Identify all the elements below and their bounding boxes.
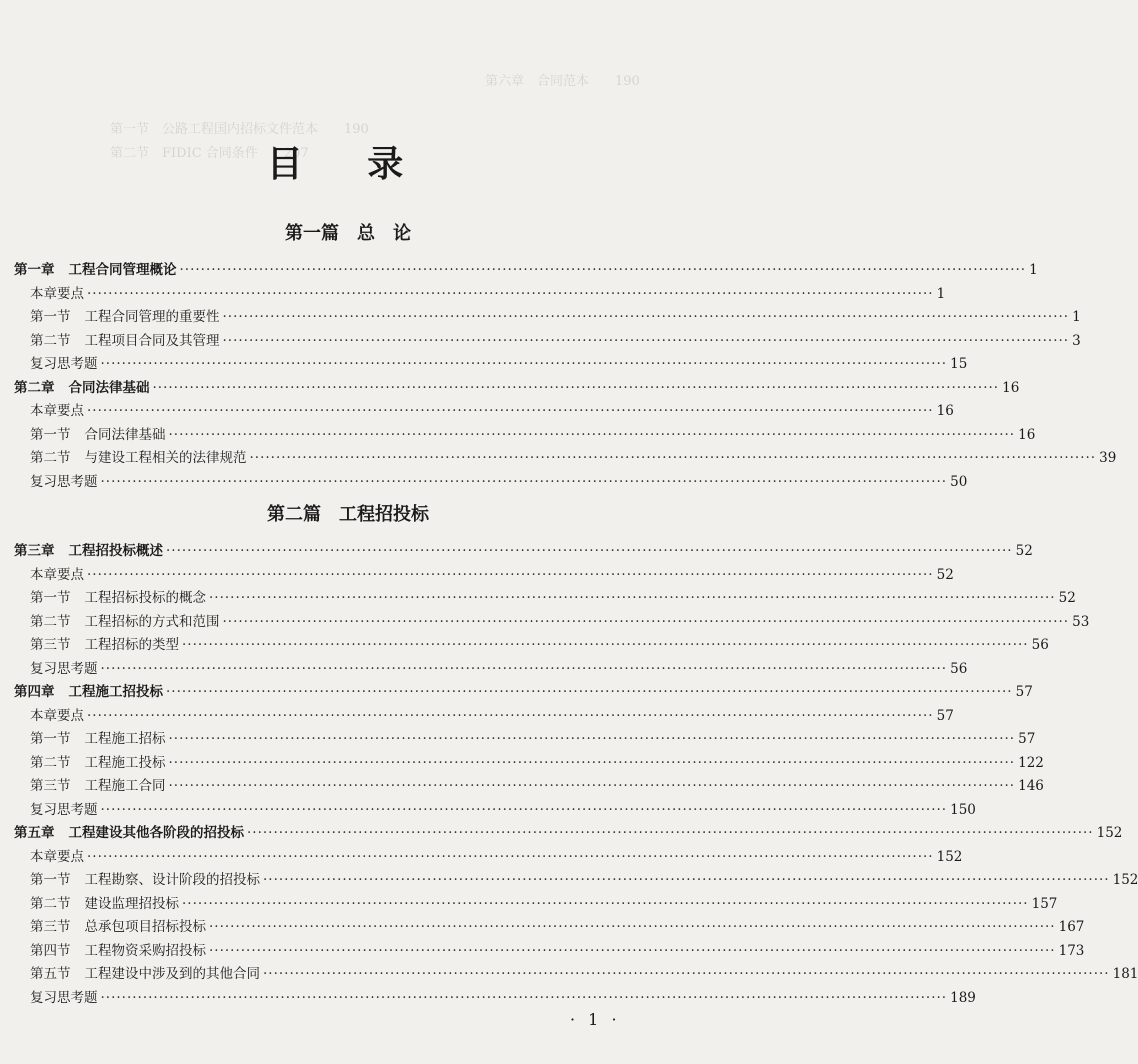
toc-section-entry: [30, 633, 1049, 655]
entry-label: [30, 399, 84, 419]
toc-section-entry: [30, 563, 954, 585]
entry-page-number: 16: [936, 403, 954, 419]
entry-title: 工程施工合同: [84, 778, 166, 794]
entry-title: 工程招标投标的概念: [84, 590, 206, 606]
entry-title: 复习思考题: [30, 801, 98, 818]
entry-label: [30, 470, 98, 490]
entry-number: 第三节: [30, 637, 71, 653]
entry-label: [30, 704, 84, 724]
entry-page-number: 16: [1018, 426, 1036, 443]
dot-leader: ································································································································································: [209, 919, 1056, 935]
entry-page-number: 146: [1018, 778, 1044, 794]
entry-number: 第二节: [30, 613, 71, 630]
entry-number: 第三节: [30, 778, 71, 794]
dot-leader: ································································································································································: [179, 262, 1027, 278]
entry-number: 第一节: [30, 731, 71, 747]
entry-title: 合同法律基础: [84, 426, 166, 443]
entry-page-number: 152: [936, 848, 963, 865]
show-through: 第二节 FIDIC 合同条件 207: [110, 146, 309, 161]
entry-label: [30, 563, 84, 583]
toc-section-entry: [30, 704, 954, 726]
entry-label: [30, 751, 166, 771]
toc-section-entry: [30, 282, 946, 304]
dot-leader: ································································································································································: [87, 566, 934, 583]
entry-title: 本章要点: [30, 285, 84, 302]
entry-label: [30, 305, 220, 325]
entry-page-number: 167: [1058, 919, 1085, 935]
entry-title: 工程勘察、设计阶段的招投标: [84, 872, 260, 888]
dot-leader: ································································································································································: [87, 285, 934, 302]
entry-number: 第二节: [30, 332, 71, 349]
entry-label: [30, 657, 98, 677]
part-heading: 第二篇 工程招投标: [267, 504, 429, 525]
toc-section-entry: [30, 470, 968, 492]
entry-title: 工程施工投标: [84, 754, 166, 771]
toc-section-entry: [30, 399, 954, 421]
entry-page-number: 1: [936, 285, 946, 302]
entry-label: [30, 329, 220, 349]
toc-section-entry: [30, 774, 1044, 796]
entry-title: 工程招投标概述: [68, 543, 163, 559]
toc-chapter-entry: [14, 376, 1020, 398]
dot-leader: ································································································································································: [100, 660, 948, 677]
entry-label: [30, 282, 84, 302]
dot-leader: ································································································································································: [87, 403, 934, 419]
entry-title: 建设监理招投标: [84, 895, 179, 912]
entry-number: 第一节: [30, 590, 71, 606]
entry-number: 第二章: [14, 379, 55, 396]
dot-leader: ································································································································································: [222, 309, 1070, 325]
entry-page-number: 150: [950, 801, 976, 818]
toc-chapter-entry: [14, 258, 1038, 280]
entry-number: 第二节: [30, 754, 71, 771]
dot-leader: ································································································································································: [152, 379, 1000, 396]
entry-number: 第四章: [14, 684, 55, 700]
dot-leader: ································································································································································: [87, 848, 934, 865]
toc-chapter-entry: [14, 680, 1033, 702]
entry-label: [14, 680, 163, 700]
entry-number: 第二节: [30, 895, 71, 912]
entry-title: 工程施工招标: [84, 731, 166, 747]
part-heading: 第一篇 总 论: [285, 223, 411, 244]
dot-leader: ································································································································································: [263, 966, 1110, 982]
toc-section-entry: [30, 751, 1044, 773]
entry-label: [30, 892, 179, 912]
entry-label: [30, 798, 98, 818]
dot-leader: ································································································································································: [182, 895, 1029, 912]
dot-leader: ································································································································································: [166, 543, 1013, 559]
toc-section-entry: [30, 329, 1081, 351]
entry-label: [30, 423, 166, 443]
entry-number: 第四节: [30, 942, 71, 959]
dot-leader: ································································································································································: [249, 450, 1097, 466]
entry-page-number: 56: [1031, 637, 1049, 653]
dot-leader: ································································································································································: [100, 989, 948, 1006]
toc-section-entry: [30, 915, 1085, 937]
entry-page-number: 15: [950, 356, 968, 372]
entry-number: 第三节: [30, 919, 71, 935]
toc-title: 目 录: [266, 144, 430, 185]
entry-label: [30, 939, 206, 959]
entry-title: 工程建设中涉及到的其他合同: [84, 966, 260, 982]
entry-title: 工程施工招投标: [68, 684, 163, 700]
entry-title: 工程招标的类型: [84, 637, 179, 653]
entry-label: [14, 539, 163, 559]
dot-leader: ································································································································································: [100, 473, 948, 490]
entry-page-number: 52: [1058, 590, 1076, 606]
entry-page-number: 1: [1029, 262, 1038, 278]
toc-section-entry: [30, 657, 968, 679]
toc-section-entry: [30, 868, 1138, 890]
entry-title: 复习思考题: [30, 473, 98, 490]
entry-label: [30, 446, 247, 466]
entry-title: 总承包项目招标投标: [84, 919, 206, 935]
dot-leader: ································································································································································: [100, 801, 948, 818]
entry-number: 第一章: [14, 262, 55, 278]
entry-title: 本章要点: [30, 403, 84, 419]
entry-title: 工程建设其他各阶段的招投标: [68, 825, 244, 841]
entry-page-number: 57: [936, 707, 954, 724]
entry-number: 第一节: [30, 426, 71, 443]
entry-page-number: 57: [1018, 731, 1036, 747]
toc-section-entry: [30, 845, 963, 867]
entry-page-number: 3: [1072, 332, 1081, 349]
dot-leader: ································································································································································: [168, 754, 1016, 771]
entry-page-number: 16: [1002, 379, 1020, 396]
dot-leader: ································································································································································: [166, 684, 1013, 700]
dot-leader: ································································································································································: [222, 332, 1070, 349]
dot-leader: ································································································································································: [263, 872, 1110, 888]
entry-title: 工程合同管理概论: [68, 262, 177, 278]
entry-title: 本章要点: [30, 566, 84, 583]
toc-section-entry: [30, 586, 1076, 608]
entry-number: 第三章: [14, 543, 55, 559]
dot-leader: ································································································································································: [168, 426, 1016, 443]
dot-leader: ································································································································································: [222, 613, 1070, 630]
entry-number: 第五章: [14, 825, 55, 841]
show-through: 第六章 合同范本 190: [485, 74, 640, 89]
entry-label: [30, 986, 98, 1006]
entry-page-number: 53: [1072, 613, 1090, 630]
entry-title: 本章要点: [30, 848, 84, 865]
entry-label: [30, 586, 206, 606]
entry-title: 本章要点: [30, 707, 84, 724]
toc-chapter-entry: [14, 539, 1033, 561]
toc-section-entry: [30, 610, 1090, 632]
entry-label: [14, 376, 150, 396]
entry-page-number: 152: [1112, 872, 1138, 888]
entry-title: 复习思考题: [30, 989, 98, 1006]
entry-title: 复习思考题: [30, 660, 98, 677]
entry-label: [30, 352, 98, 372]
dot-leader: ································································································································································: [209, 590, 1056, 606]
entry-label: [30, 633, 179, 653]
show-through: 第一节 公路工程国内招标文件范本 190: [110, 122, 369, 137]
toc-chapter-entry: [14, 821, 1123, 843]
dot-leader: ································································································································································: [87, 707, 934, 724]
dot-leader: ································································································································································: [182, 637, 1029, 653]
toc-section-entry: [30, 423, 1036, 445]
entry-title: 与建设工程相关的法律规范: [84, 450, 247, 466]
entry-number: 第二节: [30, 450, 71, 466]
page-folio: · 1 ·: [570, 1010, 621, 1029]
toc-section-entry: [30, 727, 1036, 749]
entry-label: [30, 774, 166, 794]
entry-title: 工程合同管理的重要性: [84, 309, 220, 325]
entry-page-number: 52: [1015, 543, 1033, 559]
toc-section-entry: [30, 352, 968, 374]
entry-page-number: 181: [1112, 966, 1138, 982]
entry-number: 第一节: [30, 872, 71, 888]
entry-title: 合同法律基础: [68, 379, 150, 396]
entry-title: 工程项目合同及其管理: [84, 332, 220, 349]
entry-page-number: 173: [1058, 942, 1085, 959]
entry-label: [14, 821, 244, 841]
toc-section-entry: [30, 446, 1117, 468]
entry-number: 第一节: [30, 309, 71, 325]
toc-section-entry: [30, 305, 1081, 327]
entry-title: 复习思考题: [30, 356, 98, 372]
entry-label: [30, 915, 206, 935]
entry-title: 工程物资采购招投标: [84, 942, 206, 959]
entry-title: 工程招标的方式和范围: [84, 613, 220, 630]
toc-section-entry: [30, 962, 1138, 984]
entry-label: [30, 845, 84, 865]
entry-label: [30, 962, 260, 982]
toc-section-entry: [30, 939, 1085, 961]
dot-leader: ································································································································································: [247, 825, 1094, 841]
dot-leader: ································································································································································: [168, 778, 1016, 794]
entry-page-number: 52: [936, 566, 954, 583]
dot-leader: ································································································································································: [168, 731, 1016, 747]
entry-page-number: 57: [1015, 684, 1033, 700]
entry-label: [14, 258, 177, 278]
entry-page-number: 157: [1031, 895, 1058, 912]
entry-page-number: 1: [1072, 309, 1081, 325]
entry-label: [30, 727, 166, 747]
entry-page-number: 50: [950, 473, 968, 490]
entry-label: [30, 868, 260, 888]
toc-section-entry: [30, 892, 1058, 914]
toc-section-entry: [30, 798, 976, 820]
entry-page-number: 122: [1018, 754, 1044, 771]
dot-leader: ································································································································································: [100, 356, 948, 372]
entry-page-number: 56: [950, 660, 968, 677]
entry-label: [30, 610, 220, 630]
entry-page-number: 152: [1096, 825, 1123, 841]
entry-number: 第五节: [30, 966, 71, 982]
toc-section-entry: [30, 986, 976, 1008]
dot-leader: ································································································································································: [209, 942, 1056, 959]
entry-page-number: 39: [1099, 450, 1117, 466]
entry-page-number: 189: [950, 989, 976, 1006]
